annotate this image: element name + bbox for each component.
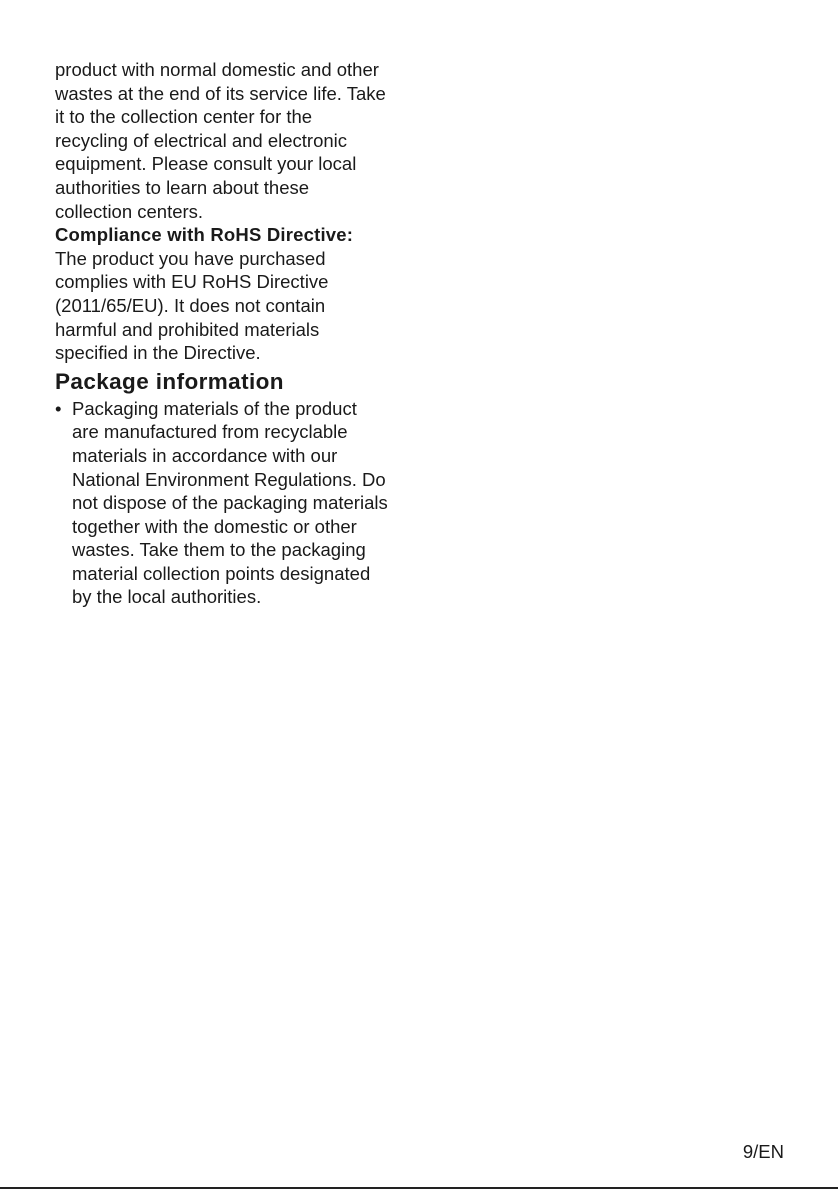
bullet-line: wastes. Take them to the packaging: [72, 539, 366, 561]
bullet-line: are manufactured from recyclable: [72, 421, 348, 443]
package-heading: Package information: [55, 368, 284, 394]
rohs-heading: Compliance with RoHS Directive:: [55, 224, 354, 246]
paragraph-line: equipment. Please consult your local: [55, 153, 357, 175]
paragraph-line: authorities to learn about these: [55, 176, 310, 198]
bullet-line: National Environment Regulations. Do: [72, 468, 386, 490]
paragraph-line: harmful and prohibited materials: [55, 318, 320, 340]
page-number: 9/EN: [742, 1141, 784, 1162]
paragraph-line: complies with EU RoHS Directive: [55, 271, 329, 293]
bullet-line: materials in accordance with our: [72, 444, 338, 466]
paragraph-line: product with normal domestic and other: [55, 59, 379, 80]
text-column: [55, 58, 425, 609]
package-section: [55, 369, 425, 609]
bullet-line: by the local authorities.: [72, 586, 262, 608]
bullet-line: material collection points designated: [72, 562, 371, 584]
paragraph-line: specified in the Directive.: [55, 342, 261, 364]
footer-divider: [0, 1187, 838, 1189]
package-bullet-item: [55, 397, 425, 609]
bullet-line: together with the domestic or other: [72, 515, 357, 537]
rohs-section: [55, 223, 425, 365]
disposal-paragraph: [55, 58, 425, 223]
paragraph-line: (2011/65/EU). It does not contain: [55, 294, 326, 316]
paragraph-line: collection centers.: [55, 200, 204, 222]
bullet-line: Packaging materials of the product: [72, 397, 357, 419]
paragraph-line: wastes at the end of its service life. Take: [55, 82, 386, 104]
bullet-icon: •: [55, 397, 62, 419]
paragraph-line: it to the collection center for the: [55, 106, 313, 128]
paragraph-line: recycling of electrical and electronic: [55, 129, 348, 151]
paragraph-line: The product you have purchased: [55, 247, 326, 269]
bullet-line: not dispose of the packaging materials: [72, 492, 388, 514]
